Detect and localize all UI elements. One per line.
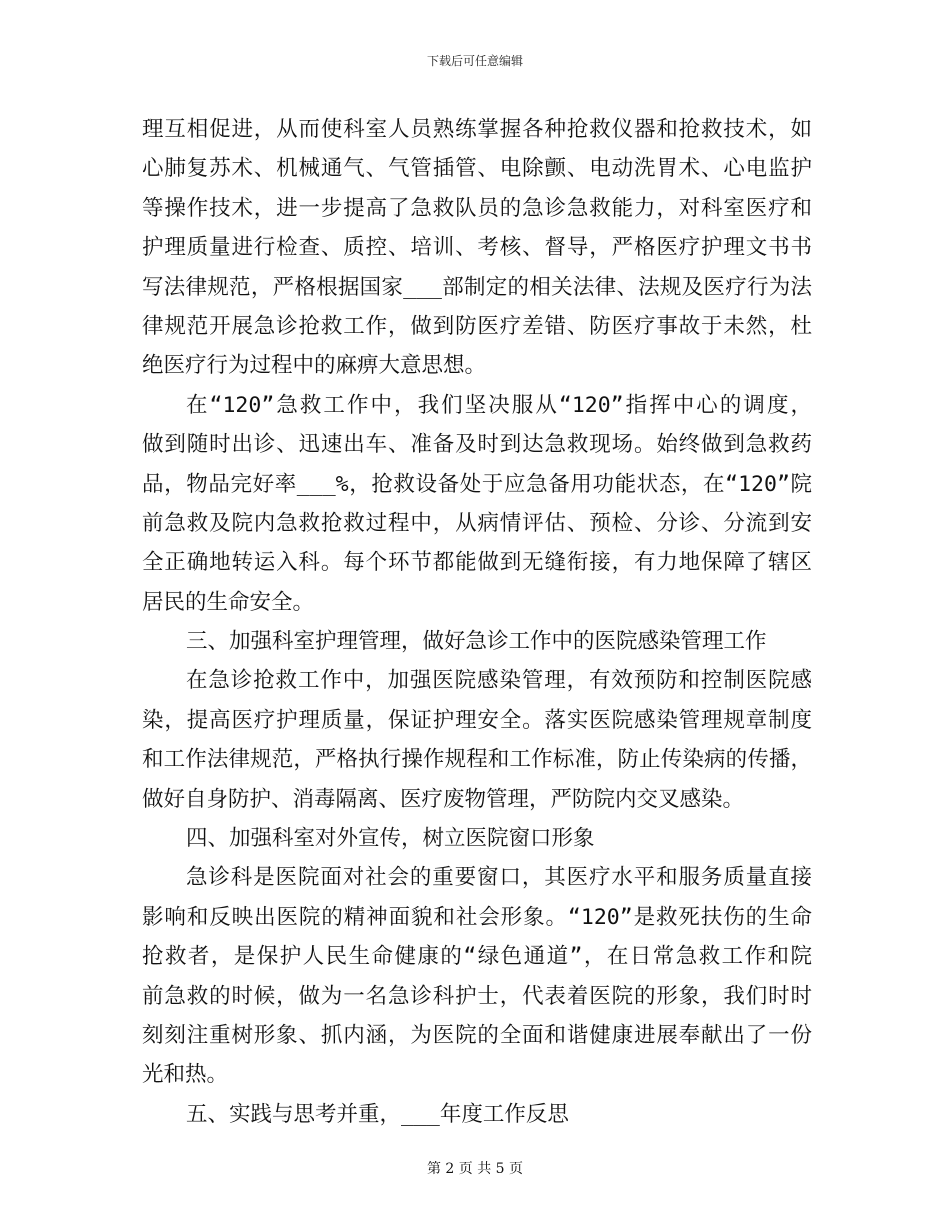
text-line: 光和热。 [142,1062,229,1088]
text-line: 染，提高医疗护理质量，保证护理安全。落实医院感染管理规章制度 [142,707,812,733]
text-line: 护理质量进行检查、质控、培训、考核、督导，严格医疗护理文书书 [142,235,812,261]
text-line: 做到随时出诊、迅速出车、准备及时到达急救现场。始终做到急救药 [142,432,812,458]
text-line: 五、实践与思考并重，___年度工作反思 [186,1101,569,1127]
text-line: 写法律规范，严格根据国家___部制定的相关法律、法规及医疗行为法 [142,274,812,300]
text-line: 全正确地转运入科。每个环节都能做到无缝衔接，有力地保障了辖区 [142,550,812,576]
text-line: 做好自身防护、消毒隔离、医疗废物管理，严防院内交叉感染。 [142,786,745,812]
text-line: 三、加强科室护理管理，做好急诊工作中的医院感染管理工作 [186,629,767,655]
page-footer: 第 2 页 共 5 页 [426,1161,524,1177]
text-line: 四、加强科室对外宣传，树立医院窗口形象 [186,826,595,852]
text-line: 前急救及院内急救抢救过程中，从病情评估、预检、分诊、分流到安 [142,510,812,536]
text-line: 心肺复苏术、机械通气、气管插管、电除颤、电动洗胃术、心电监护 [142,156,812,182]
text-line: 律规范开展急诊抢救工作，做到防医疗差错、防医疗事故于未然，杜 [142,313,812,339]
text-line: 影响和反映出医院的精神面貌和社会形象。“120”是救死扶伤的生命 [142,904,812,930]
text-line: 绝医疗行为过程中的麻痹大意思想。 [142,353,487,379]
text-line: 抢救者，是保护人民生命健康的“绿色通道”，在日常急救工作和院 [142,944,812,970]
text-line: 在急诊抢救工作中，加强医院感染管理，有效预防和控制医院感 [186,668,812,694]
document-body [142,110,812,1134]
text-line: 和工作法律规范，严格执行操作规程和工作标准，防止传染病的传播， [142,747,812,773]
text-line: 等操作技术，进一步提高了急救队员的急诊急救能力，对科室医疗和 [142,195,812,221]
text-line: 刻刻注重树形象、抓内涵，为医院的全面和谐健康进展奉献出了一份 [142,1022,812,1048]
text-line: 品，物品完好率___%，抢救设备处于应急备用功能状态，在“120”院 [142,471,812,497]
text-line: 急诊科是医院面对社会的重要窗口，其医疗水平和服务质量直接 [186,865,812,891]
text-line: 理互相促进，从而使科室人员熟练掌握各种抢救仪器和抢救技术，如 [142,117,812,142]
page-header: 下载后可任意编辑 [426,54,523,68]
text-line: 在“120”急救工作中，我们坚决服从“120”指挥中心的调度， [186,392,812,418]
text-line: 居民的生命安全。 [142,589,315,615]
text-line: 前急救的时候，做为一名急诊科护士，代表着医院的形象，我们时时 [142,983,812,1009]
